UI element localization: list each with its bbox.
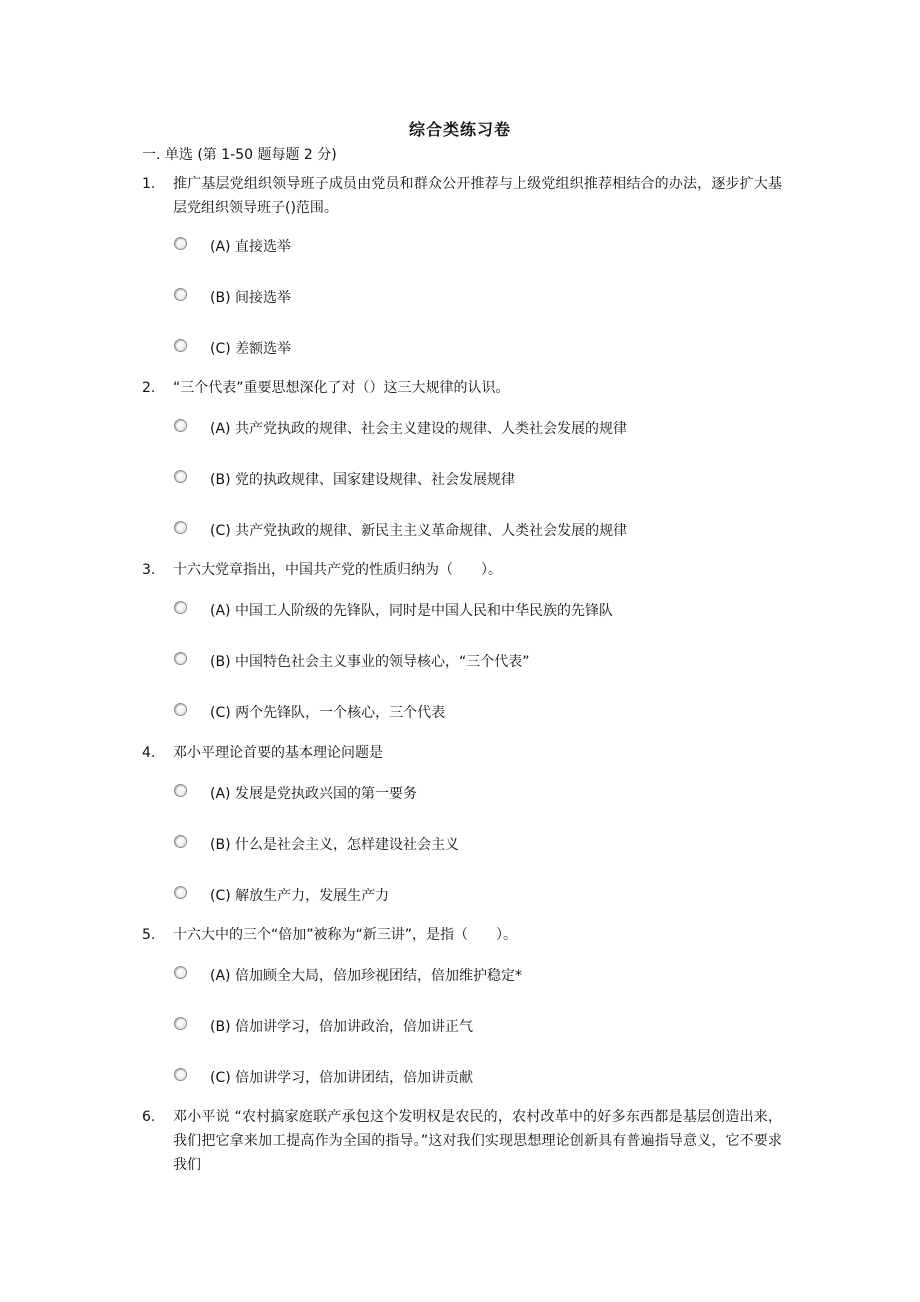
question-1 <box>142 176 782 220</box>
option-label: (C) 差额选举 <box>210 341 292 357</box>
option-label: (A) 共产党执政的规律、社会主义建设的规律、人类社会发展的规律 <box>210 421 627 437</box>
option-label: (C) 两个先锋队，一个核心，三个代表 <box>210 705 446 721</box>
radio-button[interactable] <box>174 419 187 432</box>
section-heading: 一. 单选 (第 1-50 题每题 2 分) <box>142 147 337 163</box>
radio-button[interactable] <box>174 521 187 534</box>
option-label: (B) 什么是社会主义，怎样建设社会主义 <box>210 837 459 853</box>
option-label: (C) 倍加讲学习，倍加讲团结，倍加讲贡献 <box>210 1070 474 1086</box>
question-text: “三个代表”重要思想深化了对（）这三大规律的认识。 <box>173 380 510 396</box>
option-label: (B) 间接选举 <box>210 290 291 306</box>
question-number: 2. <box>142 380 156 396</box>
question-number: 3. <box>142 562 156 578</box>
radio-button[interactable] <box>174 288 187 301</box>
option-5c[interactable] <box>174 1065 473 1089</box>
radio-button[interactable] <box>174 237 187 250</box>
question-text: 邓小平说 “农村搞家庭联产承包这个发明权是农民的，农村改革中的好多东西都是基层创造出来，我们把它拿来加工提高作为全国的指导。”这对我们实现思想理论创新具有普遍指导意义，它不要求我们 <box>173 1109 782 1173</box>
question-number: 4. <box>142 745 156 761</box>
option-4a[interactable] <box>174 781 417 805</box>
question-2 <box>142 380 782 400</box>
option-label: (B) 倍加讲学习，倍加讲政治，倍加讲正气 <box>210 1019 473 1035</box>
radio-button[interactable] <box>174 835 187 848</box>
question-number: 1. <box>142 176 156 192</box>
option-label: (C) 共产党执政的规律、新民主主义革命规律、人类社会发展的规律 <box>210 523 628 539</box>
question-text: 十六大中的三个“倍加”被称为“新三讲”，是指（ ）。 <box>173 927 518 943</box>
question-text: 推广基层党组织领导班子成员由党员和群众公开推荐与上级党组织推荐相结合的办法，逐步扩大基层党组织领导班子()范围。 <box>173 176 782 216</box>
option-2a[interactable] <box>174 416 627 440</box>
radio-button[interactable] <box>174 1068 187 1081</box>
radio-button[interactable] <box>174 601 187 614</box>
option-5b[interactable] <box>174 1014 473 1038</box>
option-1c[interactable] <box>174 336 291 360</box>
option-4c[interactable] <box>174 883 389 907</box>
question-3 <box>142 562 782 582</box>
option-3c[interactable] <box>174 700 445 724</box>
option-label: (B) 党的执政规律、国家建设规律、社会发展规律 <box>210 472 515 488</box>
option-4b[interactable] <box>174 832 459 856</box>
radio-button[interactable] <box>174 966 187 979</box>
radio-button[interactable] <box>174 1017 187 1030</box>
question-number: 5. <box>142 927 156 943</box>
option-label: (A) 发展是党执政兴国的第一要务 <box>210 786 417 802</box>
option-label: (A) 中国工人阶级的先锋队，同时是中国人民和中华民族的先锋队 <box>210 603 613 619</box>
option-3b[interactable] <box>174 649 529 673</box>
option-label: (C) 解放生产力，发展生产力 <box>210 888 390 904</box>
question-5 <box>142 927 782 947</box>
option-1b[interactable] <box>174 285 291 309</box>
question-4 <box>142 745 782 765</box>
page-title: 综合类练习卷 <box>408 120 511 139</box>
question-text: 十六大党章指出，中国共产党的性质归纳为（ ）。 <box>173 562 502 578</box>
radio-button[interactable] <box>174 470 187 483</box>
radio-button[interactable] <box>174 652 187 665</box>
option-label: (A) 倍加顾全大局，倍加珍视团结，倍加维护稳定* <box>210 968 522 984</box>
radio-button[interactable] <box>174 703 187 716</box>
question-6 <box>142 1109 782 1177</box>
radio-button[interactable] <box>174 339 187 352</box>
option-3a[interactable] <box>174 598 613 622</box>
question-text: 邓小平理论首要的基本理论问题是 <box>173 745 383 761</box>
option-2c[interactable] <box>174 518 627 542</box>
radio-button[interactable] <box>174 886 187 899</box>
option-5a[interactable] <box>174 963 522 987</box>
option-1a[interactable] <box>174 234 291 258</box>
radio-button[interactable] <box>174 784 187 797</box>
option-2b[interactable] <box>174 467 515 491</box>
option-label: (B) 中国特色社会主义事业的领导核心，“三个代表” <box>210 654 530 670</box>
option-label: (A) 直接选举 <box>210 239 291 255</box>
question-number: 6. <box>142 1109 156 1125</box>
